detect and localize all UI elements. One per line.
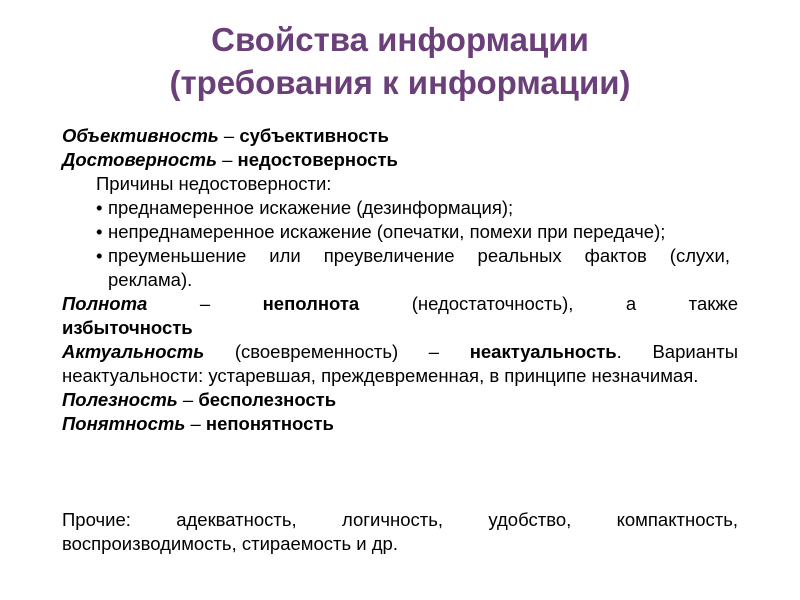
period: . (616, 341, 622, 362)
content-body (62, 124, 738, 436)
property-relevance (62, 340, 738, 388)
relevance-variants: Варианты неактуальности: устаревшая, преждевременная, в принципе незначимая. (62, 341, 738, 386)
slide-title (0, 18, 800, 104)
dash: – (147, 293, 263, 314)
term-relevance: Актуальность (62, 341, 205, 362)
other-properties: Прочие: адекватность, логичность, удобство, компактность, воспроизводимость, стираемость и др. (62, 509, 738, 554)
antonym-reliability: недостоверность (237, 149, 398, 170)
title-line-2: (требования к информации) (169, 64, 631, 101)
list-item: • преуменьшение или преувеличение реальных фактов (слухи, реклама). (108, 244, 730, 292)
antonym-usefulness: бесполезность (198, 389, 337, 410)
antonym-clarity: непонятность (205, 413, 334, 434)
dash: – (177, 389, 199, 410)
term-objectivity: Объективность (62, 125, 219, 146)
title-line-1: Свойства информации (211, 21, 589, 58)
term-usefulness: Полезность (62, 389, 178, 410)
dash: – (218, 125, 240, 146)
property-reliability (62, 148, 738, 172)
causes-list (62, 196, 738, 292)
antonym-completeness: неполнота (262, 293, 360, 314)
property-clarity (62, 412, 738, 436)
dash: – (185, 413, 206, 434)
list-item: • непреднамеренное искажение (опечатки, помехи при передаче); (108, 220, 730, 244)
antonym-relevance: неактуальность (469, 341, 617, 362)
list-item: • преднамеренное искажение (дезинформация); (108, 196, 730, 220)
property-usefulness (62, 388, 738, 412)
term-completeness: Полнота (62, 293, 148, 314)
causes-heading: Причины недостоверности: (96, 173, 332, 194)
property-objectivity (62, 124, 738, 148)
completeness-line-1 (62, 292, 738, 316)
completeness-note: (недостаточность), а также (359, 293, 738, 314)
dash: – (216, 149, 238, 170)
relevance-note: (своевременность) – (204, 341, 470, 362)
property-completeness (62, 292, 738, 340)
completeness-redundancy: избыточность (62, 317, 193, 338)
antonym-objectivity: субъективность (239, 125, 389, 146)
term-clarity: Понятность (62, 413, 186, 434)
term-reliability: Достоверность (62, 149, 217, 170)
